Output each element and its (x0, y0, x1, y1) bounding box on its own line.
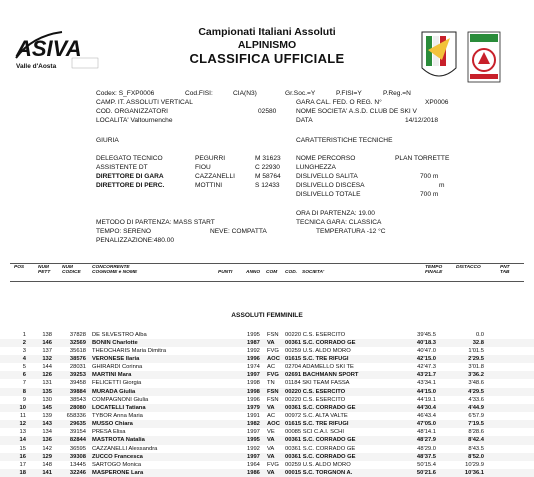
cell-codice: 37828 (69, 331, 86, 338)
dislivello-totale-value: 700 m (420, 191, 439, 198)
table-row (0, 388, 534, 396)
cell-anno: 1997 (247, 429, 260, 436)
cell-anno: 1998 (247, 380, 260, 387)
cell-name: MASTROTA Natalia (92, 437, 145, 444)
tempo-meteo: TEMPO: SERENO (96, 228, 151, 235)
cell-tempo: 42'47.3 (417, 364, 436, 371)
cell-pett: 132 (42, 355, 52, 362)
codex: Codex: S_FXP0006 (96, 90, 155, 97)
cell-tempo: 43'34.1 (417, 380, 436, 387)
cell-pos: 9 (22, 396, 26, 403)
dislivello-salita-label: DISLIVELLO SALITA (296, 173, 358, 180)
cell-pos: 18 (19, 470, 26, 477)
cell-com: VA (267, 470, 275, 477)
cell-distacco: 8'28.6 (468, 429, 484, 436)
cell-com: AC (267, 413, 276, 419)
cell-codice: 38576 (69, 355, 86, 362)
cell-name: MUSSO Chiara (92, 421, 133, 428)
table-row (0, 469, 534, 477)
cell-codice: 28031 (69, 364, 86, 371)
localita: LOCALITA' Valtournenche (96, 117, 173, 124)
cell-pett: 139 (42, 413, 52, 419)
cell-tempo: 39'45.5 (417, 331, 436, 338)
col-num-codice: NUM CODICE (62, 265, 81, 275)
cell-com: VA (267, 339, 275, 346)
cell-pett: 143 (42, 421, 52, 428)
direttore-percorso-label: DIRETTORE DI PERC. (96, 182, 165, 189)
temperatura: TEMPERATURA -12 °C (316, 228, 386, 235)
cell-tempo: 43'21.7 (416, 372, 436, 379)
cell-name: COMPAGNONI Giulia (92, 396, 149, 403)
cell-codice: 28080 (69, 404, 86, 411)
col-num-pett: NUM PETT (38, 265, 51, 275)
cell-anno: 1997 (247, 372, 260, 379)
cell-pos: 13 (19, 429, 26, 436)
cod-org-value: 02580 (258, 108, 277, 115)
cell-societa: 02704 ADAMELLO SKI TE (285, 364, 354, 371)
cell-societa: 00361 S.C. CORRADO GE (285, 404, 356, 411)
cell-name: GHIRARDI Corinna (92, 364, 143, 371)
col-distacco: DISTACCO (456, 265, 481, 270)
cell-tempo: 42'15.0 (416, 355, 436, 362)
col-cod: COD. (285, 270, 297, 275)
cell-codice: 29635 (69, 421, 86, 428)
cell-com: VA (267, 445, 275, 452)
table-row (0, 428, 534, 436)
cell-societa: 00085 SCI C.A.I. SCHI (285, 429, 344, 436)
cell-codice: 32246 (69, 470, 86, 477)
table-row (0, 445, 534, 453)
nome-soc: NOME SOCIETA' A.S.D. CLUB DE SKI V (296, 108, 417, 115)
p-fisi: P.FISI=Y (336, 90, 362, 97)
cell-com: FVG (267, 461, 279, 468)
cell-tempo: 44'19.1 (417, 396, 436, 403)
cell-pett: 144 (42, 364, 52, 371)
cell-tempo: 47'05.0 (416, 421, 436, 428)
data-label: DATA (296, 117, 313, 124)
lunghezza-label: LUNGHEZZA (296, 164, 336, 171)
cell-codice: 39308 (69, 453, 86, 460)
cell-distacco: 1'01.5 (468, 347, 484, 354)
cell-societa: 00361 S.C. CORRADO GE (285, 453, 356, 460)
cell-pett: 138 (42, 331, 52, 338)
cell-name: BONIN Charlotte (92, 339, 138, 346)
cell-pos: 11 (19, 413, 26, 419)
cell-pett: 146 (42, 339, 52, 346)
cell-distacco: 8'52.0 (468, 453, 484, 460)
table-row (0, 420, 534, 428)
direttore-percorso-code: S 12433 (255, 182, 280, 189)
nome-percorso-value: PLAN TORRETTE (395, 155, 450, 162)
cell-distacco: 0.0 (475, 331, 484, 338)
cell-pos: 15 (19, 445, 26, 452)
cell-com: AC (267, 364, 276, 371)
classification-title: CLASSIFICA UFFICIALE (189, 51, 345, 66)
cell-anno: 1995 (247, 331, 260, 338)
cell-name: FELICETTI Giorgia (92, 380, 142, 387)
cell-pos: 1 (22, 331, 26, 338)
cell-anno: 1998 (247, 388, 260, 395)
p-reg: P.Reg.=N (383, 90, 411, 97)
table-row (0, 412, 534, 420)
table-row (0, 396, 534, 404)
fis-logo (466, 30, 502, 84)
cell-name: MASPERONE Lara (92, 470, 144, 477)
cell-name: CAZZANELLI Alessandra (92, 445, 158, 452)
table-row (0, 379, 534, 387)
table-row (0, 371, 534, 379)
cell-pett: 131 (42, 380, 52, 387)
gr-soc: Gr.Soc.=Y (285, 90, 316, 97)
cell-anno: 1996 (247, 355, 260, 362)
cell-societa: 01615 S.C. TRE RIFUGI (285, 421, 349, 428)
cell-distacco: 32.8 (472, 339, 484, 346)
cell-societa: 00259 U.S. ALDO MORO (285, 461, 351, 468)
cell-pett: 126 (42, 372, 52, 379)
cell-distacco: 4'44.9 (468, 404, 484, 411)
table-row (0, 347, 534, 355)
cell-codice: 39884 (69, 388, 86, 395)
delegato-tecnico-code: M 31623 (255, 155, 281, 162)
cell-com: VE (267, 429, 275, 436)
cell-distacco: 3'01.8 (468, 364, 484, 371)
col-societa: SOCIETA' (302, 270, 325, 275)
cell-pett: 129 (42, 453, 52, 460)
cell-name: VERONESE Ilaria (92, 355, 140, 362)
cell-name: TYBOR Anna Maria (92, 413, 143, 419)
asiva-logo-text: ASIVA (16, 36, 82, 61)
cell-com: TN (267, 380, 275, 387)
ora-partenza: ORA DI PARTENZA: 19.00 (296, 210, 375, 217)
cell-societa: 00361 S.C. CORRADO GE (285, 437, 356, 444)
cell-anno: 1979 (247, 404, 260, 411)
neve: NEVE: COMPATTA (210, 228, 267, 235)
col-com: COM (266, 270, 278, 275)
cell-societa: 00015 S.C. TORGNON A. (285, 470, 353, 477)
cell-pett: 135 (42, 388, 52, 395)
gara-cal-value: XP0006 (425, 99, 449, 106)
cell-pett: 142 (42, 445, 52, 452)
cell-codice: 39253 (69, 372, 86, 379)
cell-societa: 00361 S.C. CORRADO GE (285, 445, 356, 452)
tecnica-gara: TECNICA GARA: CLASSICA (296, 219, 382, 226)
cell-societa: 00972 S.C. ALTA VALTE (285, 413, 348, 419)
giuria: GIURIA (96, 137, 119, 144)
cell-pos: 10 (19, 404, 26, 411)
section-title: ASSOLUTI FEMMINILE (231, 312, 303, 319)
cell-name: SARTOGO Monica (92, 461, 142, 468)
delegato-tecnico-label: DELEGATO TECNICO (96, 155, 163, 162)
cell-name: DE SILVESTRO Alba (92, 331, 147, 338)
assistente-dt-code: C 22930 (255, 164, 280, 171)
cell-societa: 00220 C.S. ESERCITO (285, 388, 346, 395)
cell-codice: 36595 (69, 445, 86, 452)
cell-name: MARTINI Mara (92, 372, 132, 379)
cell-tempo: 44'15.0 (416, 388, 436, 395)
cell-anno: 1982 (247, 421, 260, 428)
dislivello-salita-value: 700 m (420, 173, 439, 180)
cell-anno: 1987 (247, 339, 260, 346)
direttore-gara-name: CAZZANELLI (195, 173, 235, 180)
dislivello-totale-label: DISLIVELLO TOTALE (296, 191, 361, 198)
cia-code: CIA(N3) (233, 90, 257, 97)
event-title: Campionati Italiani Assoluti (198, 26, 336, 38)
col-pnt-tab: PNT TAB (500, 265, 510, 275)
cell-pos: 17 (19, 461, 26, 468)
cell-tempo: 50'21.6 (416, 470, 436, 477)
cell-distacco: 8'43.5 (468, 445, 484, 452)
discipline-title: ALPINISMO (237, 39, 297, 51)
cell-tempo: 48'14.1 (417, 429, 436, 436)
cell-codice: 82844 (69, 437, 86, 444)
cell-societa: 01615 S.C. TRE RIFUGI (285, 355, 349, 362)
col-punti: PUNTI (218, 270, 233, 275)
cell-tempo: 48'29.0 (417, 445, 436, 452)
cell-tempo: 40'18.3 (416, 339, 436, 346)
header-rule-top (10, 263, 524, 264)
cell-pos: 6 (22, 372, 26, 379)
cell-distacco: 4'29.5 (468, 388, 484, 395)
table-row (0, 436, 534, 444)
cell-name: PRESA Elisa (92, 429, 126, 436)
dislivello-discesa-value: m (439, 182, 445, 189)
cod-org-label: COD. ORGANIZZATORI (96, 108, 168, 115)
cell-codice: 38543 (69, 396, 86, 403)
col-concorrente: CONCORRENTE COGNOME e NOME (92, 265, 138, 275)
cell-societa: 00361 S.C. CORRADO GE (285, 339, 356, 346)
delegato-tecnico-name: PEGURRI (195, 155, 226, 162)
fisi-logo (420, 30, 458, 84)
cell-distacco: 3'48.6 (468, 380, 484, 387)
cell-name: LOCATELLI Tatiana (92, 404, 146, 411)
direttore-gara-label: DIRETTORE DI GARA (96, 173, 164, 180)
nome-percorso-label: NOME PERCORSO (296, 155, 356, 162)
cell-anno: 1974 (247, 364, 260, 371)
direttore-gara-code: M 58764 (255, 173, 281, 180)
header-rule-bottom (10, 281, 524, 282)
cell-anno: 1992 (247, 445, 260, 452)
cell-tempo: 50'15.4 (417, 461, 436, 468)
cell-anno: 1997 (247, 453, 260, 460)
cell-codice: 39154 (69, 429, 86, 436)
table-row (0, 453, 534, 461)
cell-codice: 39458 (69, 380, 86, 387)
cell-com: FSN (267, 388, 279, 395)
cell-distacco: 7'19.5 (468, 421, 484, 428)
cell-pos: 2 (22, 339, 26, 346)
cell-distacco: 3'36.2 (468, 372, 484, 379)
cell-tempo: 40'47.0 (417, 347, 436, 354)
cell-tempo: 46'43.4 (417, 413, 436, 419)
cell-pos: 7 (22, 380, 26, 387)
cell-com: AOC (267, 355, 280, 362)
col-tempo-finale: TEMPO FINALE (425, 265, 443, 275)
cell-pos: 5 (22, 364, 26, 371)
cell-name: THEOCHARIS Maria Dimitra (92, 347, 167, 354)
cell-codice: 13445 (69, 461, 86, 468)
cell-pett: 130 (42, 396, 52, 403)
direttore-percorso-name: MOTTINI (195, 182, 223, 189)
cell-distacco: 8'42.4 (468, 437, 484, 444)
cell-name: MURADA Giulia (92, 388, 136, 395)
cell-anno: 1991 (247, 413, 260, 419)
cell-societa: 00259 U.S. ALDO MORO (285, 347, 351, 354)
table-row (0, 339, 534, 347)
cod-fisi-label: Cod.FISI: (185, 90, 213, 97)
cell-distacco: 4'33.6 (468, 396, 484, 403)
cell-tempo: 48'27.9 (416, 437, 436, 444)
cell-pos: 16 (19, 453, 26, 460)
cell-com: FVG (267, 347, 279, 354)
cell-pos: 3 (22, 347, 26, 354)
penalizzazione: PENALIZZAZIONE:480.00 (96, 237, 175, 244)
cell-pett: 137 (42, 347, 52, 354)
cell-pett: 141 (42, 470, 52, 477)
cell-com: AOC (267, 421, 280, 428)
col-anno: ANNO (246, 270, 261, 275)
asiva-logo-sub: Valle d'Aosta (16, 63, 57, 70)
cell-anno: 1995 (247, 437, 260, 444)
cell-pett: 145 (42, 404, 52, 411)
cell-societa: 00220 C.S. ESERCITO (285, 331, 346, 338)
cell-anno: 1986 (247, 470, 260, 477)
cell-distacco: 2'29.5 (468, 355, 484, 362)
cell-societa: 01184 SKI TEAM FASSA (285, 380, 350, 387)
cell-pett: 134 (42, 429, 52, 436)
cell-distacco: 10'36.1 (464, 470, 484, 477)
table-row (0, 404, 534, 412)
cell-com: FSN (267, 396, 279, 403)
dislivello-discesa-label: DISLIVELLO DISCESA (296, 182, 365, 189)
cell-anno: 1964 (247, 461, 260, 468)
cell-pos: 14 (19, 437, 26, 444)
cell-societa: 00220 C.S. ESERCITO (285, 396, 346, 403)
cell-com: VA (267, 453, 275, 460)
cell-codice: 35618 (69, 347, 86, 354)
cell-pos: 12 (19, 421, 26, 428)
cell-distacco: 6'57.9 (468, 413, 484, 419)
cell-tempo: 44'30.4 (416, 404, 436, 411)
gara-cal-label: GARA CAL. FED. O REG. N° (296, 99, 382, 106)
table-row (0, 363, 534, 371)
table-row (0, 355, 534, 363)
cell-pett: 136 (42, 437, 52, 444)
cell-com: VA (267, 437, 275, 444)
metodo-partenza: METODO DI PARTENZA: MASS START (96, 219, 215, 226)
cell-tempo: 48'37.5 (416, 453, 436, 460)
caratteristiche-tecniche: CARATTERISTICHE TECNICHE (296, 137, 393, 144)
cell-com: FSN (267, 331, 279, 338)
cell-com: FVG (267, 372, 279, 379)
cell-name: ZUCCO Francesca (92, 453, 143, 460)
table-row (0, 461, 534, 469)
cell-anno: 1992 (247, 347, 260, 354)
table-row (0, 331, 534, 339)
cell-codice: 658336 (66, 413, 86, 419)
cell-pett: 148 (42, 461, 52, 468)
assistente-dt-label: ASSISTENTE DT (96, 164, 148, 171)
data-value: 14/12/2018 (405, 117, 439, 124)
cell-com: VA (267, 404, 275, 411)
cell-societa: 02691 BACHMANN SPORT (285, 372, 359, 379)
cell-codice: 32569 (69, 339, 86, 346)
cell-anno: 1996 (247, 396, 260, 403)
col-pos: POS (14, 265, 25, 270)
cell-pos: 8 (22, 388, 26, 395)
cell-distacco: 10'29.9 (465, 461, 484, 468)
cell-pos: 4 (22, 355, 26, 362)
assistente-dt-name: FIOU (195, 164, 211, 171)
camp-it: CAMP. IT. ASSOLUTI VERTICAL (96, 99, 193, 106)
